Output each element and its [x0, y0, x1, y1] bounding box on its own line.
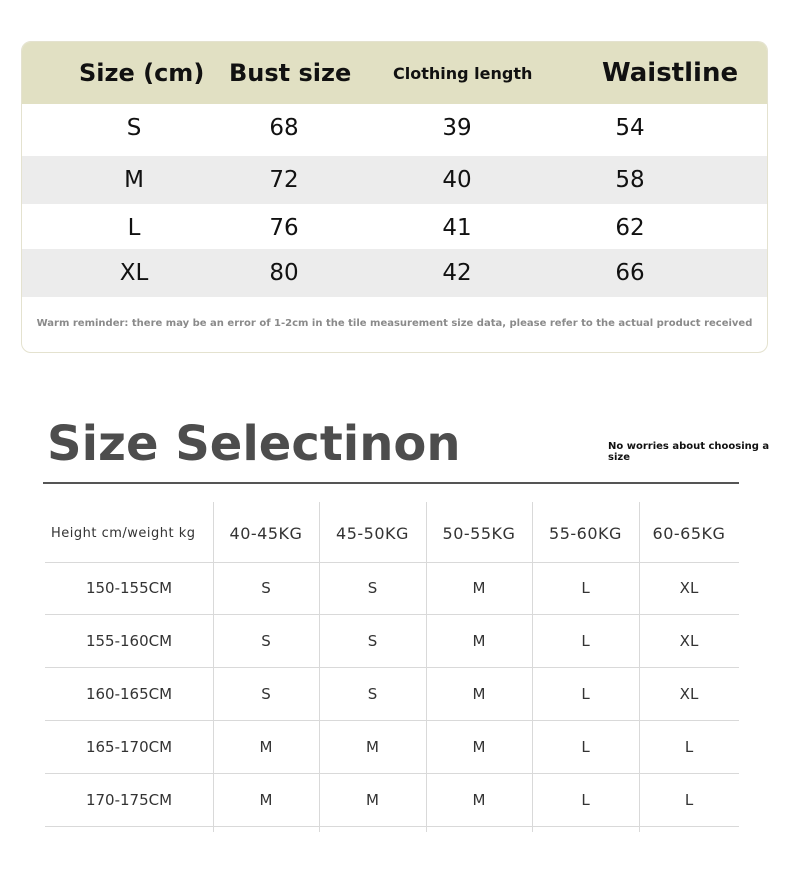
- size-selection-subtitle: No worries about choosing a size: [608, 441, 770, 463]
- recommended-size-cell: L: [581, 579, 590, 597]
- height-range-cell: 170-175CM: [85, 790, 173, 809]
- recommended-size-cell: L: [684, 737, 694, 756]
- measurement-note: Warm reminder: there may be an error of 1-2cm in the tile measurement size data, please refer to the actual product received: [36, 318, 753, 329]
- recommended-size-cell: M: [472, 579, 486, 597]
- size-cell: S: [126, 115, 142, 141]
- recommended-size-cell: M: [259, 790, 273, 809]
- size-selection-title: Size Selectinon: [47, 416, 461, 472]
- recommended-size-cell: S: [367, 631, 378, 650]
- size-row-s: [22, 104, 767, 152]
- header-weight-range: 50-55KG: [442, 524, 516, 543]
- length-cell: 41: [442, 215, 472, 241]
- recommended-size-cell: M: [259, 737, 273, 756]
- header-clothing-length: Clothing length: [393, 63, 533, 83]
- size-row-xl: [22, 249, 767, 297]
- recommended-size-cell: L: [581, 684, 590, 703]
- recommended-size-cell: M: [472, 737, 486, 756]
- bust-cell: 80: [269, 260, 299, 286]
- length-cell: 40: [442, 167, 472, 193]
- size-chart-card: [21, 41, 768, 353]
- recommended-size-cell: L: [684, 790, 694, 809]
- length-cell: 42: [442, 260, 472, 286]
- row-divider: [45, 826, 739, 827]
- header-waistline: Waistline: [602, 58, 739, 88]
- recommended-size-cell: M: [366, 737, 379, 756]
- header-weight-range: 60-65KG: [652, 524, 726, 543]
- header-size: Size (cm): [79, 59, 205, 87]
- height-range-cell: 155-160CM: [85, 631, 173, 650]
- waist-cell: 66: [615, 260, 645, 286]
- size-row-m: [22, 156, 767, 204]
- recommended-size-cell: M: [472, 631, 486, 650]
- recommended-size-cell: L: [581, 790, 590, 809]
- bust-cell: 76: [269, 215, 299, 241]
- height-range-cell: 150-155CM: [85, 579, 173, 597]
- recommended-size-cell: L: [581, 737, 590, 756]
- waist-cell: 58: [615, 167, 645, 193]
- height-range-cell: 160-165CM: [85, 684, 173, 703]
- header-weight-range: 40-45KG: [229, 524, 303, 543]
- header-weight-range: 45-50KG: [336, 524, 409, 543]
- bust-cell: 72: [269, 167, 299, 193]
- recommended-size-cell: M: [472, 790, 486, 809]
- header-weight-range: 55-60KG: [549, 524, 622, 543]
- bust-cell: 68: [269, 115, 299, 141]
- recommended-size-cell: S: [261, 631, 271, 650]
- size-cell: L: [127, 215, 141, 241]
- recommended-size-cell: M: [472, 684, 486, 703]
- waist-cell: 62: [615, 215, 645, 241]
- recommended-size-cell: XL: [679, 684, 699, 703]
- recommended-size-cell: L: [581, 631, 590, 650]
- height-range-cell: 165-170CM: [85, 737, 173, 756]
- title-divider: [43, 482, 739, 484]
- recommended-size-cell: XL: [679, 631, 699, 650]
- header-height-weight: Height cm/weight kg: [51, 526, 196, 541]
- recommended-size-cell: S: [261, 684, 271, 703]
- size-cell: XL: [119, 260, 149, 286]
- header-bust-size: Bust size: [229, 59, 352, 87]
- size-chart-header: [22, 42, 767, 104]
- size-row-l: [22, 204, 767, 252]
- size-cell: M: [124, 167, 144, 193]
- waist-cell: 54: [615, 115, 645, 141]
- recommended-size-cell: M: [366, 790, 379, 809]
- recommended-size-cell: S: [261, 579, 271, 597]
- recommended-size-cell: S: [367, 579, 378, 597]
- length-cell: 39: [442, 115, 472, 141]
- recommended-size-cell: XL: [679, 579, 699, 597]
- recommended-size-cell: S: [367, 684, 378, 703]
